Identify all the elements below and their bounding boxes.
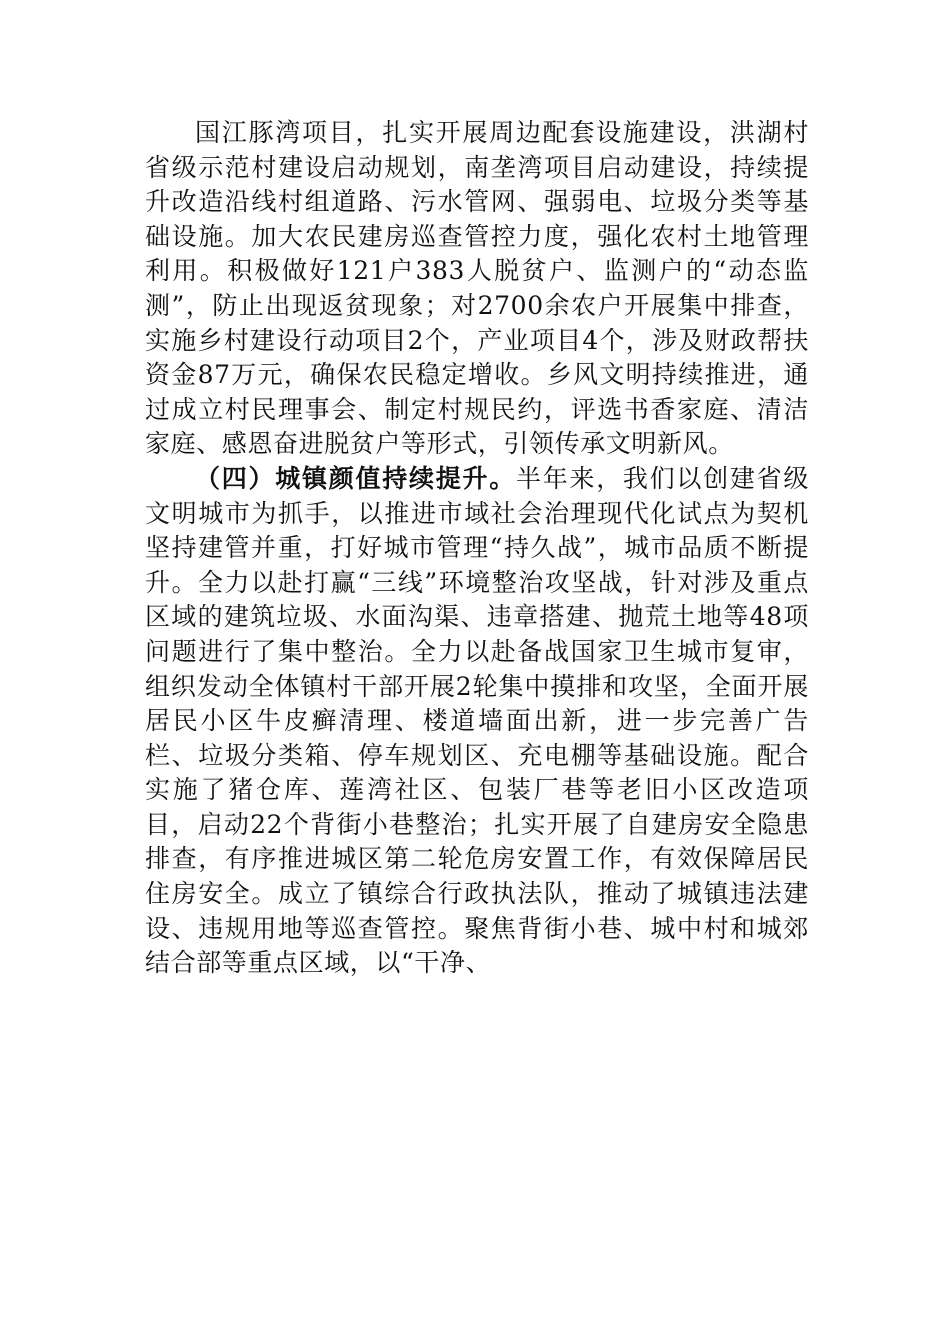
paragraph-rural-construction [145, 116, 809, 462]
document-body [145, 116, 809, 981]
paragraph-town-appearance [145, 462, 809, 981]
paragraph-text: 半年来，我们以创建省级文明城市为抓手，以推进市域社会治理现代化试点为契机坚持建管并重，打好城市管理“持久战”，城市品质不断提升。全力以赴打赢“三线”环境整治攻坚战，针对涉及重点区域的建筑垃圾、水面沟渠、违章搭建、抛荒土地等48项问题进行了集中整治。全力以赴备战国家卫生城市复审，组织发动全体镇村干部开展2轮集中摸排和攻坚，全面开展居民小区牛皮癣清理、楼道墙面出新，进一步完善广告栏、垃圾分类箱、停车规划区、充电棚等基础设施。配合实施了猪仓库、莲湾社区、包装厂巷等老旧小区改造项目，启动22个背街小巷整治；扎实开展了自建房安全隐患排查，有序推进城区第二轮危房安置工作，有效保障居民住房安全。成立了镇综合行政执法队，推动了城镇违法建设、违规用地等巡查管控。聚焦背街小巷、城中村和城郊结合部等重点区域，以“干净、 [145, 463, 810, 978]
section-heading: （四）城镇颜值持续提升。 [195, 463, 516, 493]
paragraph-text: 国江豚湾项目，扎实开展周边配套设施建设，洪湖村省级示范村建设启动规划，南垄湾项目启动建设，持续提升改造沿线村组道路、污水管网、强弱电、垃圾分类等基础设施。加大农民建房巡查管控力度，强化农村土地管理利用。积极做好121户383人脱贫户、监测户的“动态监测”，防止出现返贫现象；对2700余农户开展集中排查，实施乡村建设行动项目2个，产业项目4个，涉及财政帮扶资金87万元，确保农民稳定增收。乡风文明持续推进，通过成立村民理事会、制定村规民约，评选书香家庭、清洁家庭、感恩奋进脱贫户等形式，引领传承文明新风。 [145, 118, 809, 459]
